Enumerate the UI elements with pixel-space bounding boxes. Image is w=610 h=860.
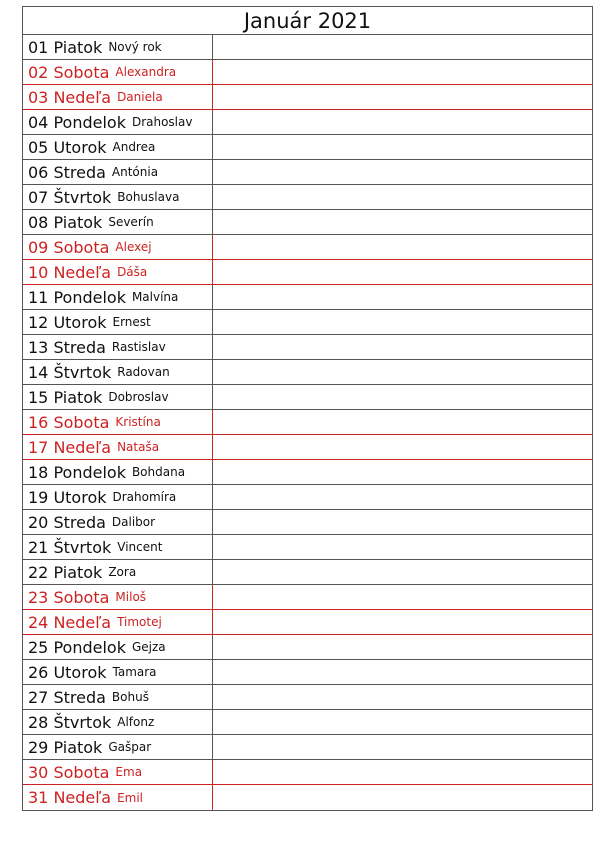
day-label: 22 Piatok <box>28 562 103 582</box>
day-cell <box>23 185 213 209</box>
nameday-name: Alexandra <box>115 65 177 79</box>
note-cell[interactable] <box>213 335 592 359</box>
day-row <box>23 110 592 135</box>
day-cell <box>23 160 213 184</box>
note-cell[interactable] <box>213 785 592 810</box>
day-cell <box>23 85 213 109</box>
day-row <box>23 310 592 335</box>
day-label: 19 Utorok <box>28 487 107 507</box>
nameday-name: Nataša <box>117 440 160 454</box>
day-label: 18 Pondelok <box>28 462 126 482</box>
day-cell <box>23 635 213 659</box>
day-label: 29 Piatok <box>28 737 103 757</box>
note-cell[interactable] <box>213 410 592 434</box>
day-cell <box>23 760 213 784</box>
day-cell <box>23 435 213 459</box>
nameday-name: Rastislav <box>111 340 166 354</box>
nameday-name: Radovan <box>117 365 170 379</box>
day-label: 20 Streda <box>28 512 106 532</box>
nameday-name: Ernest <box>112 315 151 329</box>
day-label: 14 Štvrtok <box>28 362 112 382</box>
day-row <box>23 335 592 360</box>
day-cell <box>23 360 213 384</box>
day-cell <box>23 385 213 409</box>
note-cell[interactable] <box>213 310 592 334</box>
note-cell[interactable] <box>213 460 592 484</box>
day-label: 04 Pondelok <box>28 112 126 132</box>
day-row <box>23 635 592 660</box>
nameday-name: Drahomíra <box>112 490 177 504</box>
nameday-name: Emil <box>117 790 144 805</box>
nameday-name: Drahoslav <box>131 115 193 129</box>
note-cell[interactable] <box>213 735 592 759</box>
day-label: 03 Nedeľa <box>28 87 112 107</box>
nameday-name: Gašpar <box>108 740 152 754</box>
day-cell <box>23 35 213 59</box>
day-row <box>23 185 592 210</box>
day-label: 17 Nedeľa <box>28 437 112 457</box>
nameday-name: Tamara <box>112 665 157 679</box>
day-row <box>23 510 592 535</box>
note-cell[interactable] <box>213 235 592 259</box>
note-cell[interactable] <box>213 435 592 459</box>
day-row <box>23 610 592 635</box>
day-label: 01 Piatok <box>28 37 103 57</box>
day-label: 05 Utorok <box>28 137 107 157</box>
note-cell[interactable] <box>213 560 592 584</box>
day-label: 21 Štvrtok <box>28 537 112 557</box>
day-row <box>23 685 592 710</box>
day-row <box>23 360 592 385</box>
nameday-name: Andrea <box>112 140 156 154</box>
day-row <box>23 285 592 310</box>
calendar-table <box>22 6 593 811</box>
nameday-name: Gejza <box>131 640 166 654</box>
day-row <box>23 410 592 435</box>
note-cell[interactable] <box>213 185 592 209</box>
day-label: 26 Utorok <box>28 662 107 682</box>
day-label: 06 Streda <box>28 162 106 182</box>
note-cell[interactable] <box>213 685 592 709</box>
nameday-name: Malvína <box>131 290 179 304</box>
note-cell[interactable] <box>213 35 592 59</box>
nameday-name: Kristína <box>115 415 161 429</box>
note-cell[interactable] <box>213 360 592 384</box>
note-cell[interactable] <box>213 160 592 184</box>
day-row <box>23 260 592 285</box>
day-cell <box>23 510 213 534</box>
note-cell[interactable] <box>213 210 592 234</box>
day-cell <box>23 485 213 509</box>
day-cell <box>23 335 213 359</box>
day-cell <box>23 735 213 759</box>
day-row <box>23 485 592 510</box>
day-label: 23 Sobota <box>28 587 110 607</box>
day-label: 10 Nedeľa <box>28 262 112 282</box>
nameday-name: Bohuš <box>111 690 149 704</box>
nameday-name: Miloš <box>115 590 147 604</box>
day-label: 30 Sobota <box>28 762 110 782</box>
day-cell <box>23 60 213 84</box>
nameday-name: Bohdana <box>131 465 186 479</box>
day-cell <box>23 710 213 734</box>
day-cell <box>23 560 213 584</box>
day-row <box>23 210 592 235</box>
day-label: 25 Pondelok <box>28 637 126 657</box>
day-label: 11 Pondelok <box>28 287 126 307</box>
note-cell[interactable] <box>213 85 592 109</box>
note-cell[interactable] <box>213 760 592 784</box>
day-label: 31 Nedeľa <box>28 788 112 807</box>
note-cell[interactable] <box>213 135 592 159</box>
day-label: 12 Utorok <box>28 312 107 332</box>
day-cell <box>23 660 213 684</box>
day-cell <box>23 110 213 134</box>
day-row <box>23 85 592 110</box>
day-cell <box>23 610 213 634</box>
nameday-name: Alexej <box>115 240 152 254</box>
day-cell <box>23 460 213 484</box>
note-cell[interactable] <box>213 60 592 84</box>
nameday-name: Severín <box>108 215 154 229</box>
nameday-name: Dalibor <box>111 515 156 529</box>
day-cell <box>23 685 213 709</box>
day-label: 28 Štvrtok <box>28 712 112 732</box>
day-row <box>23 435 592 460</box>
day-row <box>23 135 592 160</box>
day-row <box>23 385 592 410</box>
day-row <box>23 710 592 735</box>
day-cell <box>23 135 213 159</box>
note-cell[interactable] <box>213 385 592 409</box>
nameday-name: Bohuslava <box>117 190 180 204</box>
note-cell[interactable] <box>213 485 592 509</box>
nameday-name: Alfonz <box>117 715 155 729</box>
day-label: 15 Piatok <box>28 387 103 407</box>
day-row <box>23 535 592 560</box>
day-cell <box>23 785 213 810</box>
day-cell <box>23 310 213 334</box>
nameday-name: Timotej <box>117 615 162 629</box>
nameday-name: Nový rok <box>108 40 162 54</box>
month-title: Január 2021 <box>23 7 592 35</box>
day-cell <box>23 410 213 434</box>
nameday-name: Dáša <box>117 265 148 279</box>
day-cell <box>23 535 213 559</box>
day-label: 24 Nedeľa <box>28 612 112 632</box>
day-row <box>23 760 592 785</box>
note-cell[interactable] <box>213 285 592 309</box>
note-cell[interactable] <box>213 535 592 559</box>
note-cell[interactable] <box>213 260 592 284</box>
day-cell <box>23 210 213 234</box>
nameday-name: Daniela <box>117 90 163 104</box>
nameday-name: Ema <box>115 765 143 779</box>
nameday-name: Zora <box>108 565 137 579</box>
note-cell[interactable] <box>213 635 592 659</box>
day-label: 07 Štvrtok <box>28 187 112 207</box>
day-label: 27 Streda <box>28 687 106 707</box>
day-row <box>23 460 592 485</box>
day-label: 02 Sobota <box>28 62 110 82</box>
day-row <box>23 235 592 260</box>
nameday-name: Antónia <box>111 165 159 179</box>
day-row <box>23 160 592 185</box>
day-cell <box>23 285 213 309</box>
day-cell <box>23 260 213 284</box>
note-cell[interactable] <box>213 660 592 684</box>
day-row <box>23 785 592 810</box>
day-row <box>23 660 592 685</box>
day-row <box>23 735 592 760</box>
day-label: 13 Streda <box>28 337 106 357</box>
day-row <box>23 585 592 610</box>
day-row <box>23 560 592 585</box>
day-cell <box>23 585 213 609</box>
day-row <box>23 60 592 85</box>
note-cell[interactable] <box>213 610 592 634</box>
day-label: 09 Sobota <box>28 237 110 257</box>
day-label: 08 Piatok <box>28 212 103 232</box>
day-cell <box>23 235 213 259</box>
day-rows <box>23 35 592 810</box>
note-cell[interactable] <box>213 585 592 609</box>
nameday-name: Dobroslav <box>108 390 169 404</box>
note-cell[interactable] <box>213 110 592 134</box>
nameday-name: Vincent <box>117 540 163 554</box>
day-label: 16 Sobota <box>28 412 110 432</box>
day-row <box>23 35 592 60</box>
note-cell[interactable] <box>213 710 592 734</box>
note-cell[interactable] <box>213 510 592 534</box>
